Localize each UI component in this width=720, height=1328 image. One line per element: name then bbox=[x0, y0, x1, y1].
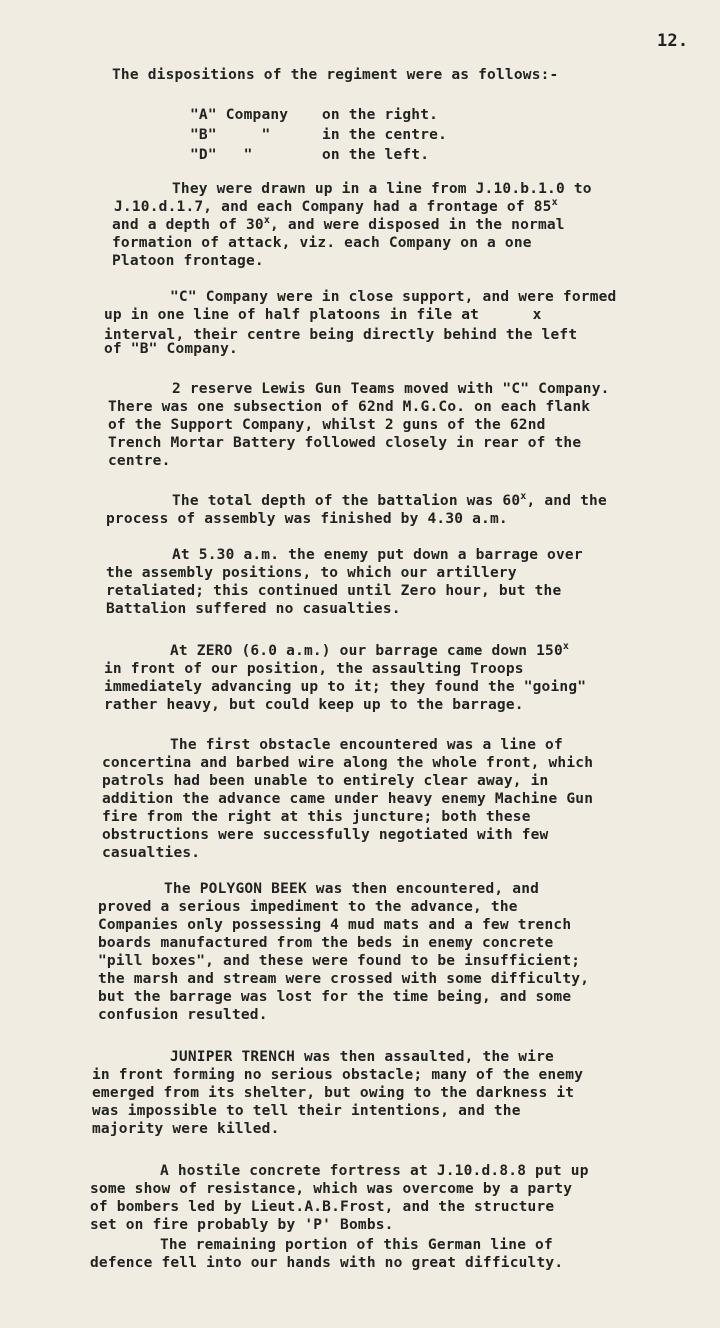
p10-line-1: A hostile concrete fortress at J.10.d.8.8 put up bbox=[160, 1163, 589, 1179]
p3-line-1: 2 reserve Lewis Gun Teams moved with "C" Company. bbox=[172, 381, 610, 397]
p9-line-2: in front forming no serious obstacle; many of the enemy bbox=[92, 1067, 584, 1083]
p6-line-2: in front of our position, the assaulting Troops bbox=[104, 661, 524, 677]
company-a-label: "A" Company bbox=[190, 107, 289, 123]
p10-line-5: The remaining portion of this German line of bbox=[160, 1237, 553, 1253]
p8-line-4: boards manufactured from the beds in enemy concrete bbox=[98, 935, 554, 951]
p6-line-4: rather heavy, but could keep up to the barrage. bbox=[104, 697, 524, 713]
company-a-position: on the right. bbox=[322, 107, 439, 123]
p5-line-4: Battalion suffered no casualties. bbox=[106, 601, 401, 617]
p7-line-5: fire from the right at this juncture; both these bbox=[102, 809, 531, 825]
p6-line-3: immediately advancing up to it; they found the "going" bbox=[104, 679, 587, 695]
page-number: 12. bbox=[657, 31, 689, 51]
p9-line-4: was impossible to tell their intentions, and the bbox=[92, 1103, 521, 1119]
intro-line: The dispositions of the regiment were as follows:- bbox=[112, 67, 559, 83]
p8-line-8: confusion resulted. bbox=[98, 1007, 268, 1023]
company-d-label: "D" " bbox=[190, 147, 253, 163]
p8-line-7: but the barrage was lost for the time being, and some bbox=[98, 989, 572, 1005]
company-b-position: in the centre. bbox=[322, 127, 448, 143]
p1-line-1: They were drawn up in a line from J.10.b.1.0 to bbox=[172, 181, 592, 197]
p3-line-3: of the Support Company, whilst 2 guns of the 62nd bbox=[108, 417, 546, 433]
p7-line-1: The first obstacle encountered was a line of bbox=[170, 737, 563, 753]
p3-line-2: There was one subsection of 62nd M.G.Co. on each flank bbox=[108, 399, 591, 415]
p7-line-6: obstructions were successfully negotiated with few bbox=[102, 827, 549, 843]
p9-line-5: majority were killed. bbox=[92, 1121, 280, 1137]
p7-line-7: casualties. bbox=[102, 845, 201, 861]
p2-line-1: "C" Company were in close support, and were formed bbox=[170, 289, 617, 305]
p3-line-4: Trench Mortar Battery followed closely in rear of the bbox=[108, 435, 582, 451]
p5-line-2: the assembly positions, to which our artillery bbox=[106, 565, 517, 581]
p7-line-2: concertina and barbed wire along the whole front, which bbox=[102, 755, 594, 771]
p2-line-4: of "B" Company. bbox=[104, 341, 238, 357]
p6-line-1: At ZERO (6.0 a.m.) our barrage came down 150$^x$ bbox=[170, 641, 570, 659]
p1-line-4: formation of attack, viz. each Company on a one bbox=[112, 235, 532, 251]
p10-line-4: set on fire probably by 'P' Bombs. bbox=[90, 1217, 394, 1233]
p4-line-1: The total depth of the battalion was 60$^x$, and the bbox=[172, 491, 607, 509]
p10-line-3: of bombers led by Lieut.A.B.Frost, and the structure bbox=[90, 1199, 555, 1215]
p9-line-1: JUNIPER TRENCH was then assaulted, the wire bbox=[170, 1049, 554, 1065]
p2-line-2: up in one line of half platoons in file at x bbox=[104, 307, 542, 323]
p8-line-2: proved a serious impediment to the advance, the bbox=[98, 899, 518, 915]
p1-line-3: and a depth of 30$^x$, and were disposed in the normal bbox=[112, 215, 565, 233]
company-b-label: "B" " bbox=[190, 127, 271, 143]
p9-line-3: emerged from its shelter, but owing to the darkness it bbox=[92, 1085, 575, 1101]
p10-line-2: some show of resistance, which was overcome by a party bbox=[90, 1181, 573, 1197]
p8-line-5: "pill boxes", and these were found to be insufficient; bbox=[98, 953, 581, 969]
p7-line-3: patrols had been unable to entirely clear away, in bbox=[102, 773, 549, 789]
p3-line-5: centre. bbox=[108, 453, 171, 469]
p4-line-2: process of assembly was finished by 4.30 a.m. bbox=[106, 511, 508, 527]
p8-line-3: Companies only possessing 4 mud mats and a few trench bbox=[98, 917, 572, 933]
p8-line-6: the marsh and stream were crossed with some difficulty, bbox=[98, 971, 590, 987]
p7-line-4: addition the advance came under heavy enemy Machine Gun bbox=[102, 791, 594, 807]
p5-line-1: At 5.30 a.m. the enemy put down a barrage over bbox=[172, 547, 583, 563]
p8-line-1: The POLYGON BEEK was then encountered, and bbox=[164, 881, 540, 897]
company-d-position: on the left. bbox=[322, 147, 430, 163]
p5-line-3: retaliated; this continued until Zero hour, but the bbox=[106, 583, 562, 599]
p10-line-6: defence fell into our hands with no great difficulty. bbox=[90, 1255, 564, 1271]
p2-line-3: interval, their centre being directly behind the left bbox=[104, 327, 578, 343]
p1-line-2: J.10.d.1.7, and each Company had a frontage of 85$^x$ bbox=[114, 197, 558, 215]
p1-line-5: Platoon frontage. bbox=[112, 253, 264, 269]
